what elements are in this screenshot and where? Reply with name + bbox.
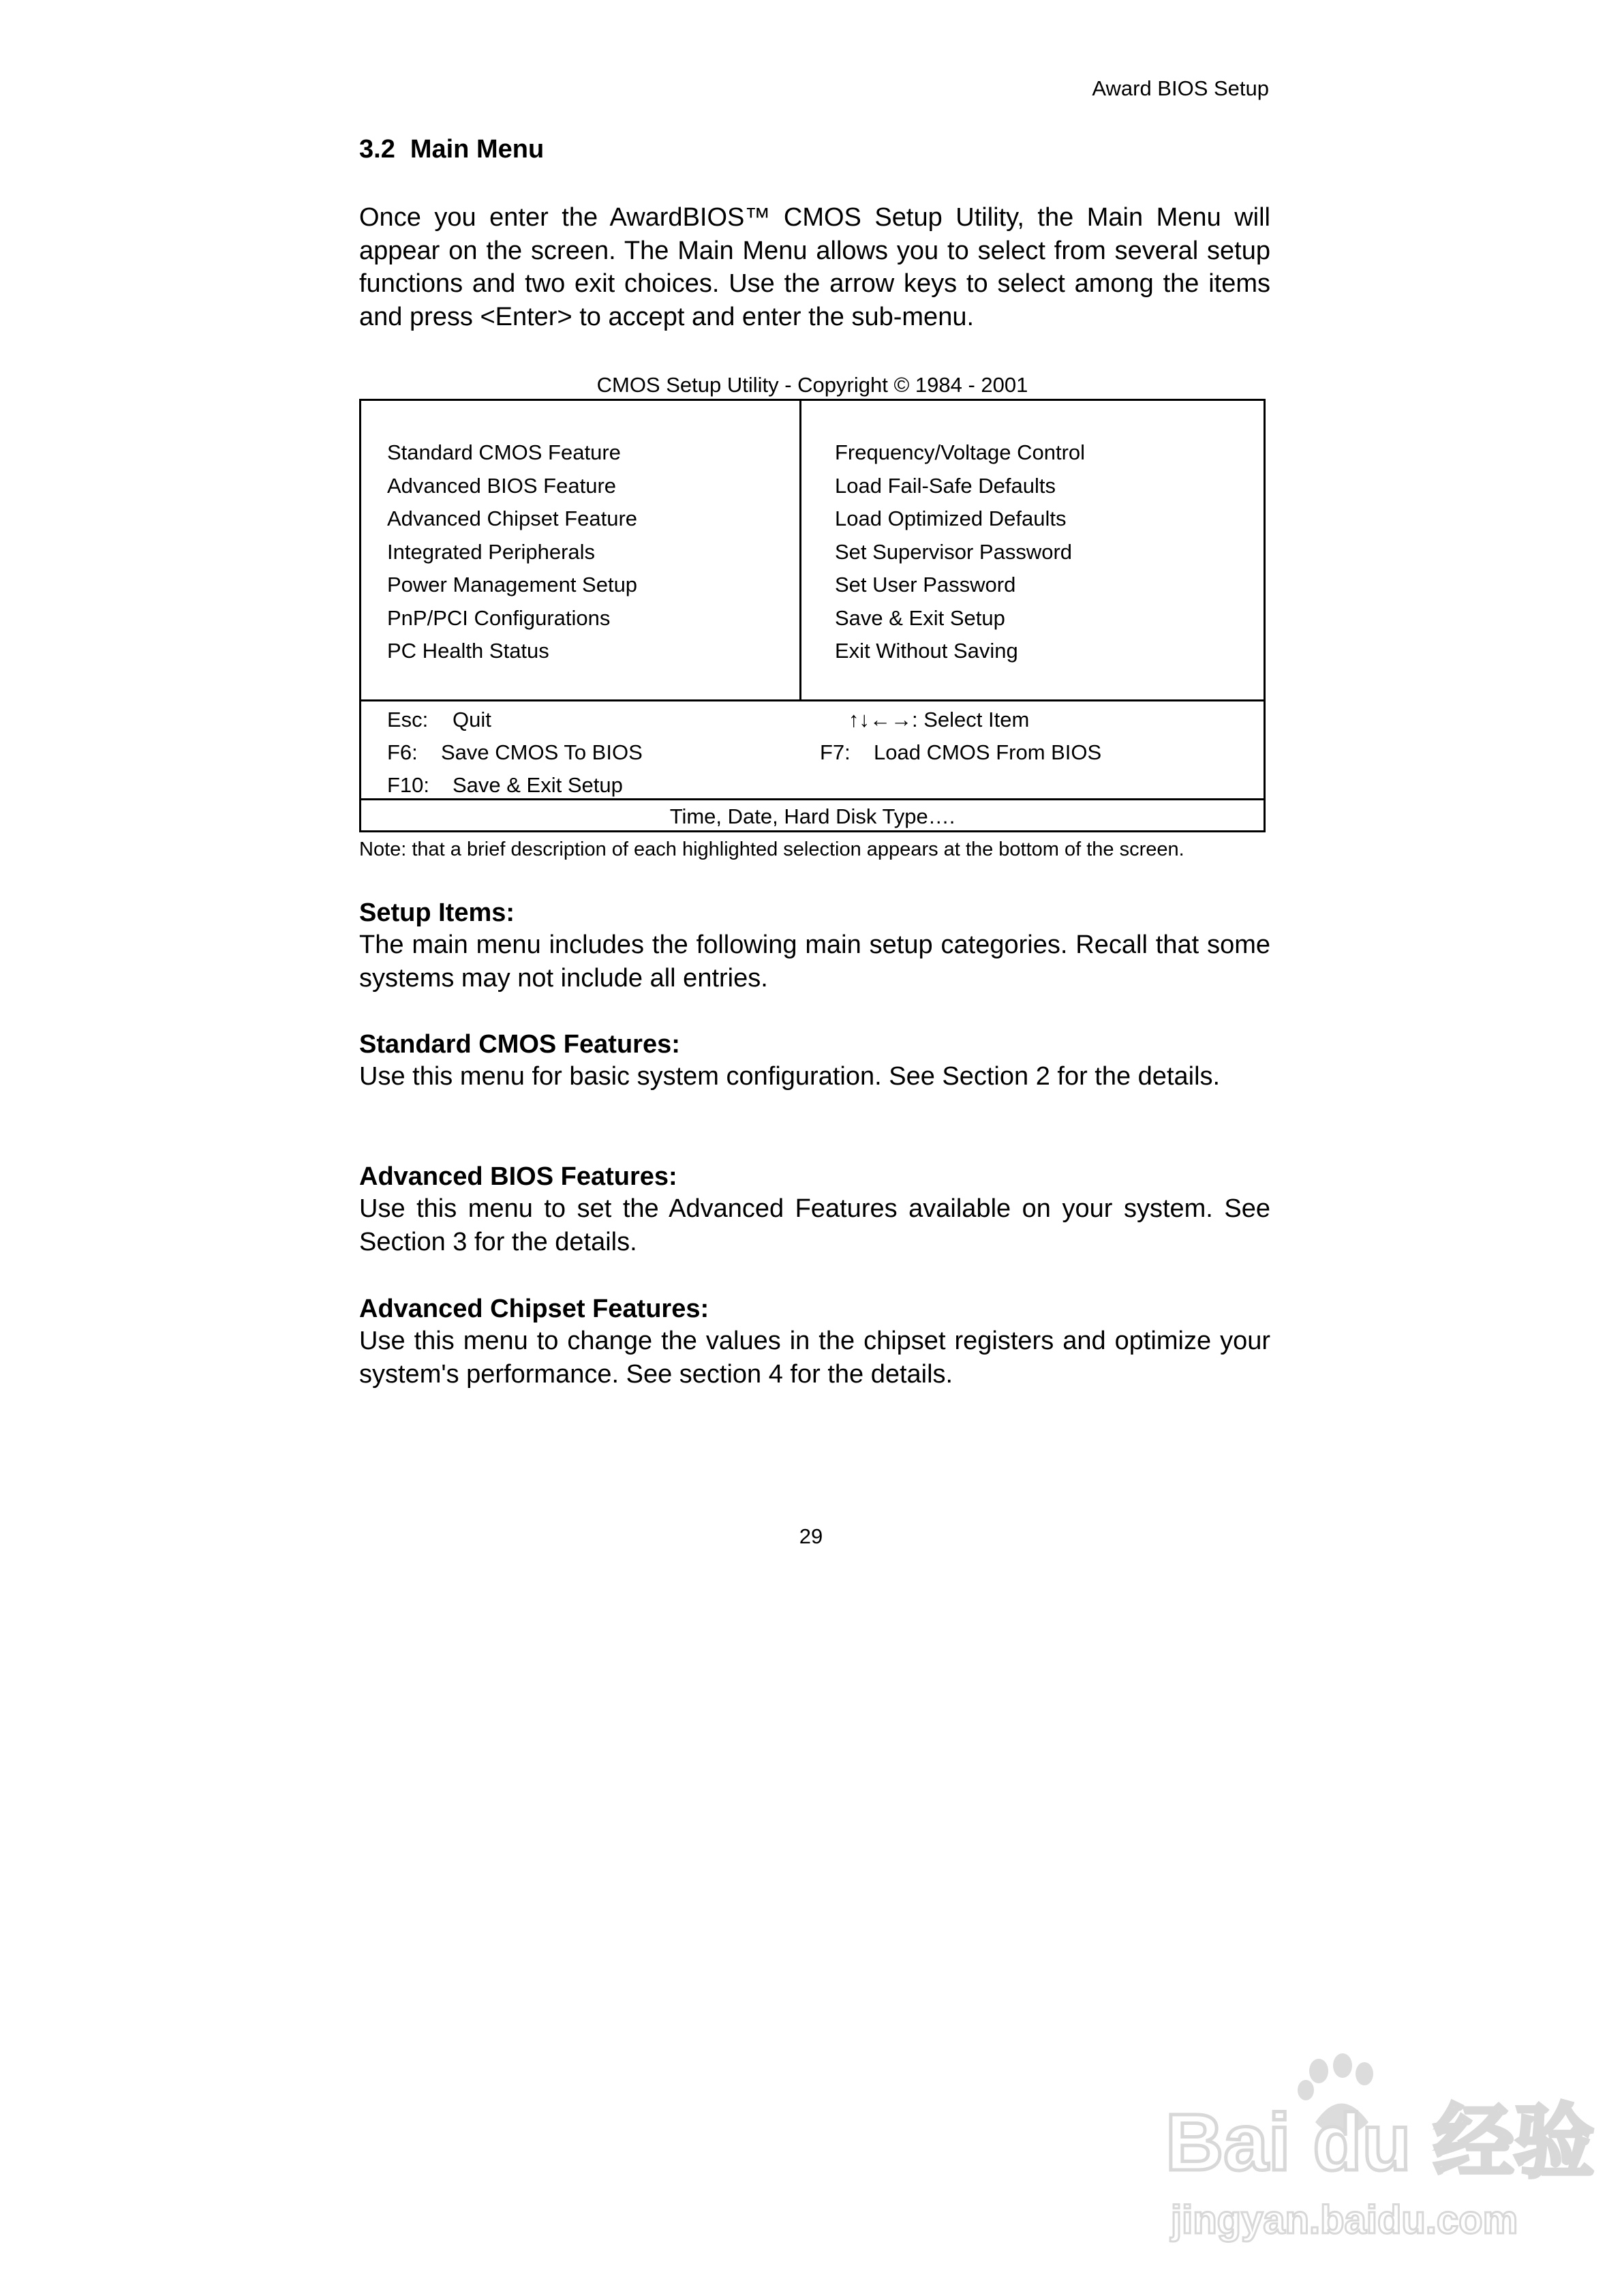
menu-help-line: Time, Date, Hard Disk Type….: [669, 804, 955, 828]
key-hint-arrows: [848, 704, 1029, 737]
key-hint-f7: [820, 736, 1101, 770]
advanced-chipset-heading: Advanced Chipset Features:: [359, 1295, 709, 1323]
watermark-url-text: jingyan.baidu.com: [1171, 2198, 1518, 2242]
baidu-jingyan-watermark: [1152, 2057, 1595, 2248]
menu-item-load-fail-safe: Load Fail-Safe Defaults: [835, 473, 1056, 498]
key-f10-action: Save & Exit Setup: [453, 773, 623, 797]
menu-caption: CMOS Setup Utility - Copyright © 1984 - 2001: [596, 373, 1028, 397]
menu-keys-divider: [361, 699, 1264, 701]
menu-column-divider: [799, 401, 801, 699]
key-hint-esc: [387, 704, 491, 737]
menu-item-pnp-pci: PnP/PCI Configurations: [387, 605, 611, 630]
setup-items-heading: Setup Items:: [359, 898, 515, 927]
key-f6-action: Save CMOS To BIOS: [441, 740, 643, 764]
key-esc-action: Quit: [453, 708, 491, 731]
menu-item-frequency-voltage: Frequency/Voltage Control: [835, 440, 1086, 464]
key-arrows-label: ↑↓←→:: [848, 708, 918, 731]
menu-item-advanced-chipset: Advanced Chipset Feature: [387, 507, 638, 530]
key-arrows-action: Select Item: [923, 708, 1030, 731]
key-f6-label: F6:: [387, 740, 418, 764]
bios-main-menu-figure: [359, 399, 1266, 832]
menu-item-set-user-password: Set User Password: [835, 573, 1016, 596]
menu-right-column: [835, 436, 1085, 668]
menu-item-pc-health: PC Health Status: [387, 639, 549, 663]
section-title-text: Main Menu: [410, 135, 545, 164]
menu-item-power-management: Power Management Setup: [387, 573, 638, 596]
advanced-bios-heading: Advanced BIOS Features:: [359, 1162, 677, 1191]
menu-item-advanced-bios: Advanced BIOS Feature: [387, 473, 617, 498]
intro-paragraph: Once you enter the AwardBIOS™ CMOS Setup Utility, the Main Menu will appear on the screen. The Main Menu allows you to select from several setup functions and two exit choices. Use the arrow keys to select among the items and press <Enter> to accept and enter the sub-menu.: [359, 203, 1270, 331]
standard-cmos-heading: Standard CMOS Features:: [359, 1030, 680, 1059]
standard-cmos-text: Use this menu for basic system configuration. See Section 2 for the details.: [359, 1062, 1221, 1091]
key-f7-label: F7:: [820, 740, 851, 764]
section-number: 3.2: [359, 135, 395, 164]
menu-item-integrated-peripherals: Integrated Peripherals: [387, 539, 596, 564]
key-f7-action: Load CMOS From BIOS: [874, 740, 1102, 764]
key-hint-f10: [387, 769, 623, 802]
menu-item-load-optimized: Load Optimized Defaults: [835, 507, 1067, 530]
advanced-chipset-text: Use this menu to change the values in the chipset registers and optimize your system's performance. See section 4 for the details.: [359, 1327, 1270, 1389]
setup-items-text: The main menu includes the following main setup categories. Recall that some systems may not include all entries.: [359, 931, 1270, 993]
page-number: 29: [799, 1524, 823, 1548]
menu-item-save-exit: Save & Exit Setup: [835, 605, 1005, 630]
watermark-brand-text: Bai du 经验: [1165, 2098, 1595, 2188]
key-hint-f6: [387, 736, 643, 770]
advanced-bios-text: Use this menu to set the Advanced Features available on your system. See Section 3 for the details.: [359, 1194, 1270, 1256]
menu-item-set-supervisor-password: Set Supervisor Password: [835, 539, 1073, 564]
key-f10-label: F10:: [387, 773, 430, 797]
key-esc-label: Esc:: [387, 708, 429, 731]
menu-item-exit-without-saving: Exit Without Saving: [835, 639, 1018, 663]
section-title: [359, 135, 544, 164]
running-header: Award BIOS Setup: [1092, 76, 1269, 100]
menu-left-column: [387, 436, 637, 668]
menu-note: Note: that a brief description of each highlighted selection appears at the bottom of the screen.: [359, 839, 1184, 860]
menu-item-standard-cmos: Standard CMOS Feature: [387, 440, 621, 464]
